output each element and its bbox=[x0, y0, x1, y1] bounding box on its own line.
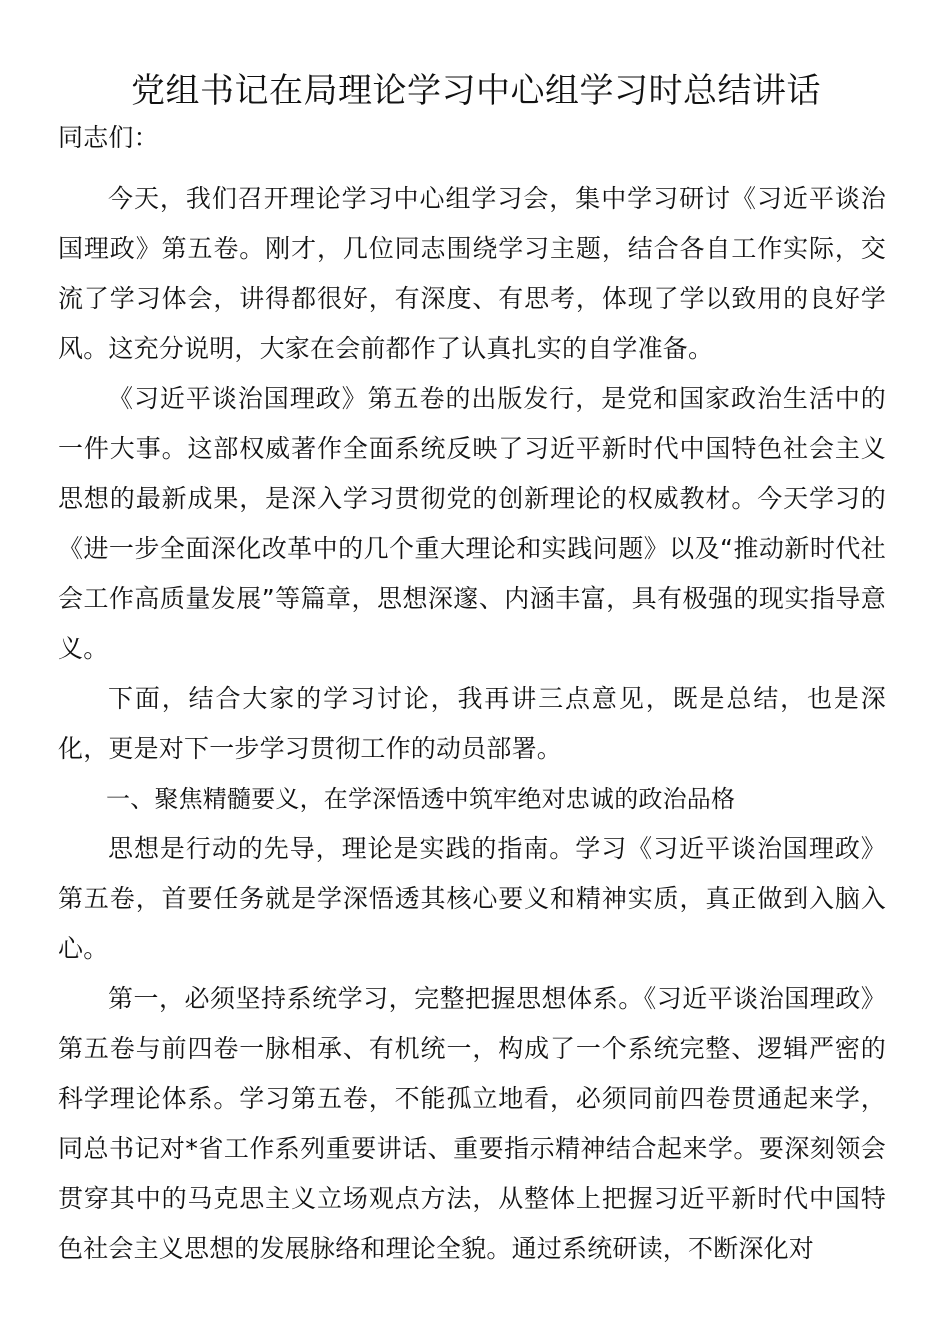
paragraph-opening: 今天，我们召开理论学习中心组学习会，集中学习研讨《习近平谈治国理政》第五卷。刚才，几位同志围绕学习主题，结合各自工作实际，交流了学习体会，讲得都很好，有深度、有思考，体现了学以致用的良好学风。这充分说明，大家在会前都作了认真扎实的自学准备。 bbox=[58, 184, 886, 363]
paragraph-book-significance: 《习近平谈治国理政》第五卷的出版发行，是党和国家政治生活中的一件大事。这部权威著作全面系统反映了习近平新时代中国特色社会主义思想的最新成果，是深入学习贯彻党的创新理论的权威教材。今天学习的《进一步全面深化改革中的几个重大理论和实践问题》以及“推动新时代社会工作高质量发展”等篇章，思想深邃、内涵丰富，具有极强的现实指导意义。 bbox=[58, 384, 886, 663]
section-heading-1: 一、聚焦精髓要义，在学深悟透中筑牢绝对忠诚的政治品格 bbox=[106, 785, 736, 813]
document-title: 党组书记在局理论学习中心组学习时总结讲话 bbox=[131, 71, 821, 111]
paragraph-section-1-intro: 思想是行动的先导，理论是实践的指南。学习《习近平谈治国理政》第五卷，首要任务就是学深悟透其核心要义和精神实质，真正做到入脑入心。 bbox=[58, 834, 886, 963]
paragraph-first-point: 第一，必须坚持系统学习，完整把握思想体系。《习近平谈治国理政》第五卷与前四卷一脉相承、有机统一，构成了一个系统完整、逻辑严密的科学理论体系。学习第五卷，不能孤立地看，必须同前四卷贯通起来学，同总书记对*省工作系列重要讲话、重要指示精神结合起来学。要深刻领会贯穿其中的马克思主义立场观点方法，从整体上把握习近平新时代中国特色社会主义思想的发展脉络和理论全貌。通过系统研读，不断深化对 bbox=[58, 984, 886, 1263]
salutation: 同志们： bbox=[58, 123, 159, 152]
document-body bbox=[58, 120, 886, 1274]
paragraph-three-points: 下面，结合大家的学习讨论，我再讲三点意见，既是总结，也是深化，更是对下一步学习贯彻工作的动员部署。 bbox=[58, 684, 886, 763]
